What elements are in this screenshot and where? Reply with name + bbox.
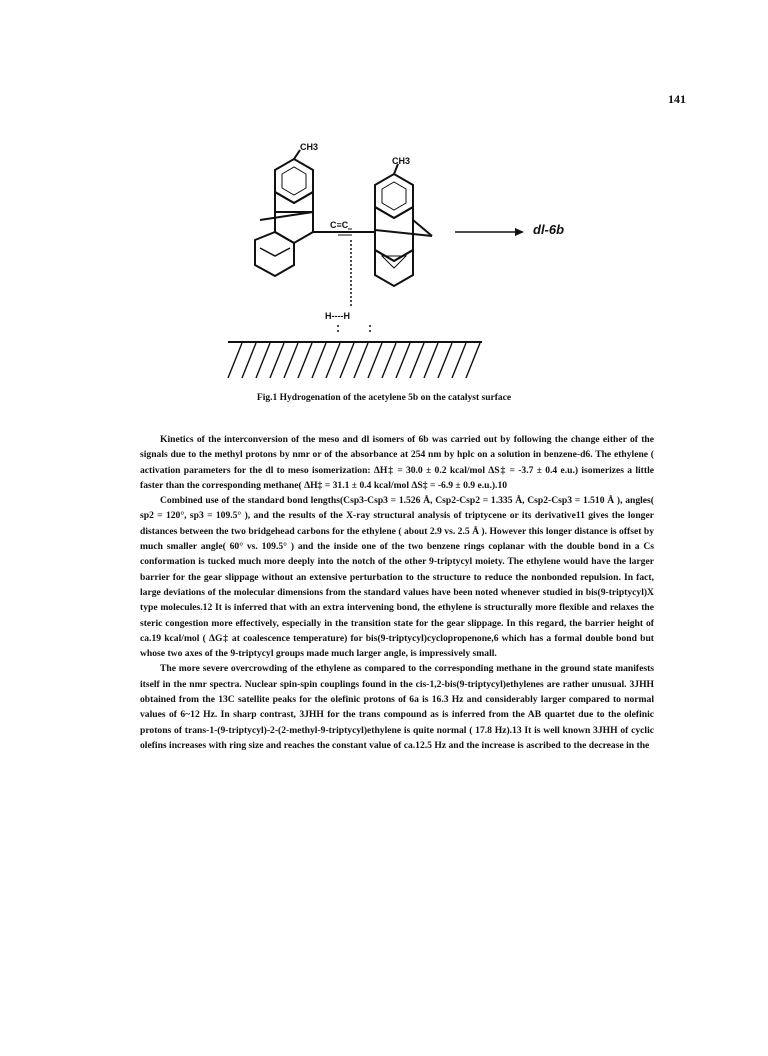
methyl-label-right: CH3 [392, 156, 411, 166]
structure-diagram [0, 140, 768, 380]
paragraph-1: Kinetics of the interconversion of the meso and dl isomers of 6b was carried out by following the change either of the signals due to the methyl protons by nmr or of the absorbance at 254 nm by hplc on a solution in benzene-d6. The ethylene ( activation parameters for the dl to meso isomerization: ΔH‡ = 30.0 ± 0.2 kcal/mol ΔS‡ = -3.7 ± 0.4 e.u.) isomerizes a little faster than the corresponding methane( ΔH‡ = 31.1 ± 0.4 kcal/mol ΔS‡ = -6.9 ± 0.9 e.u.).10 [140, 434, 654, 491]
body-text [140, 432, 654, 753]
figure-caption: Fig.1 Hydrogenation of the acetylene 5b on the catalyst surface [256, 393, 512, 403]
methyl-label-left: CH3 [300, 142, 319, 152]
product-label: dl-6b [533, 222, 565, 237]
paragraph-3: The more severe overcrowding of the ethylene as compared to the corresponding methane in the ground state manifests itself in the nmr spectra. Nuclear spin-spin couplings found in the cis-1,2-bis(9-triptycyl)ethylenes are rather unusual. 3JHH obtained from the 13C satellite peaks for the olefinic protons of 6a is 16.3 Hz and considerably larger compared to normal values of 6~12 Hz. In sharp contrast, 3JHH for the trans compound as is inferred from the AB quartet due to the olefinic protons of trans-1-(9-triptycyl)-2-(2-methyl-9-triptycyl)ethylene is quite normal ( 17.8 Hz).13 It is well known 3JHH of cyclic olefins increases with ring size and reaches the constant value of ca.12.5 Hz and the increase is ascribed to the decrease in the [140, 663, 654, 751]
triple-bond-label: C≡C [330, 220, 349, 230]
page-number: 141 [668, 92, 686, 106]
figure-hydrogenation [0, 140, 768, 380]
hydrogen-label: H----H [325, 311, 350, 321]
left-benzene-ring-bottom [255, 232, 294, 276]
catalyst-surface-hatching [228, 343, 480, 378]
paragraph-2: Combined use of the standard bond lengths(Csp3-Csp3 = 1.526 Å, Csp2-Csp2 = 1.335 Å, Csp2-Csp3 = 1.510 Å ), angles( sp2 = 120°, sp3 = 109.5° ), and the results of the X-ray structural analysis of triptycene or its derivative11 gives the longer distances between the two bridgehead carbons for the ethylene ( about 2.9 vs. 2.5 Å ). However this longer distance is offset by much smaller angle( 60° vs. 109.5° ) and the inside one of the two benzene rings coplanar with the double bond in a Cs conformation is tucked much more deeply into the notch of the other 9-triptycyl moiety. The ethylene would have the larger barrier for the gear slippage without an extensive perturbation to the structure to reduce the nonbonded repulsion. In fact, large deviations of the molecular dimensions from the standard values have been noted whenever studied in bis(9-triptycyl)X type molecules.12 It is inferred that with an extra intervening bond, the ethylene is structurally more flexible and relaxes the steric congestion more effectively, especially in the transition state for the gear slippage. In this regard, the barrier height of ca.19 kcal/mol ( ΔG‡ at coalescence temperature) for bis(9-triptycyl)cyclopropenone,6 which has a formal double bond but whose two axes of the 9-triptycyl groups made much larger angle, is impressively small. [140, 495, 654, 660]
